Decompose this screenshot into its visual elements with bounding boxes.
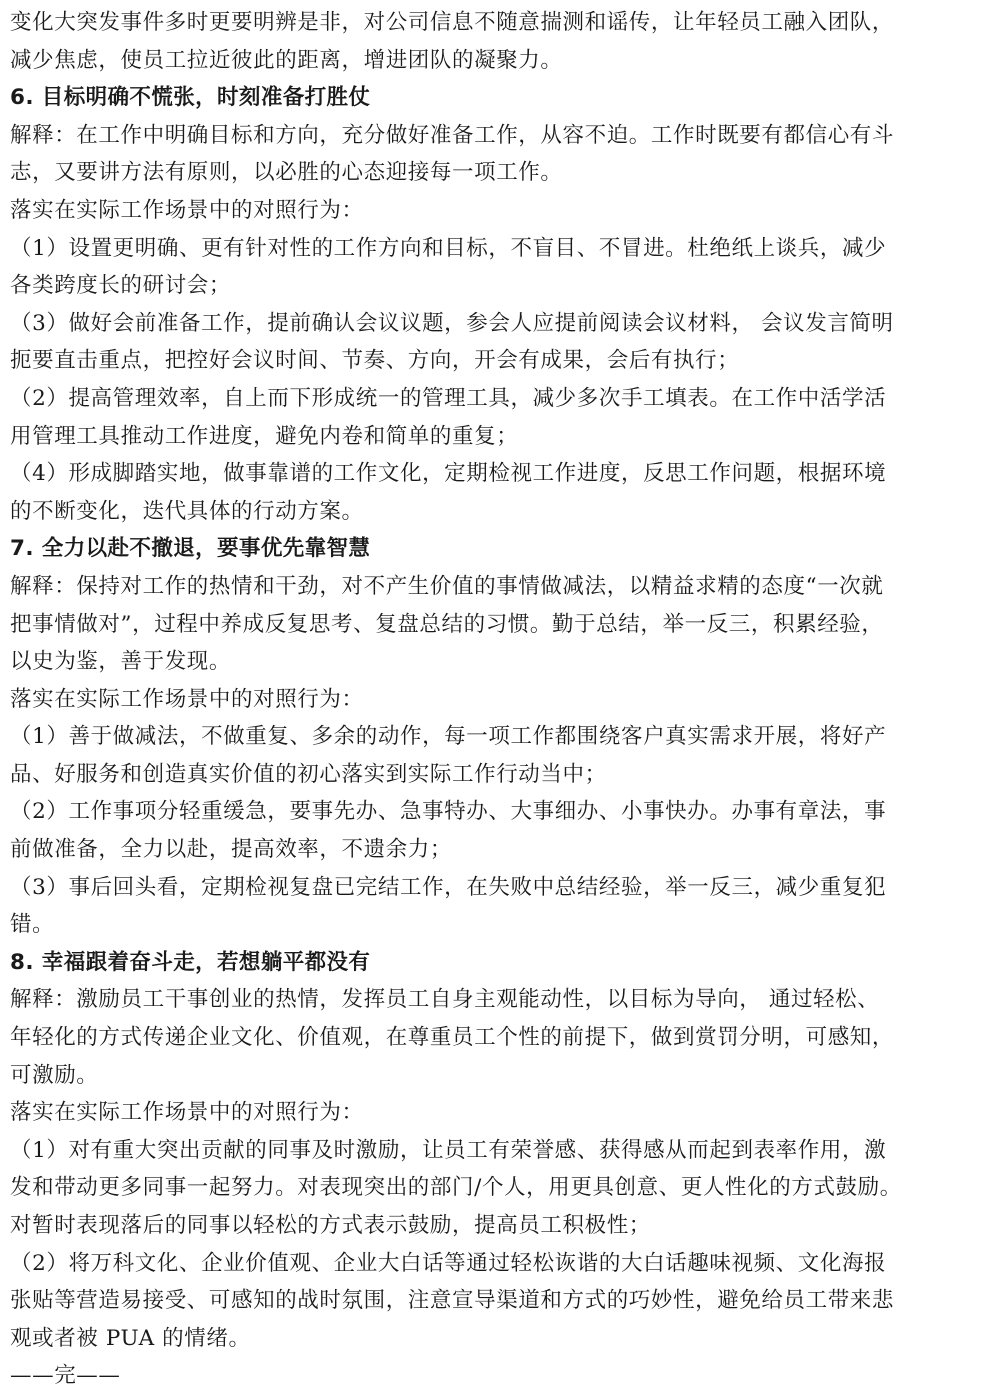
section-heading: 6. 目标明确不慌张，时刻准备打胜仗	[10, 85, 371, 111]
text-line: （2）工作事项分轻重缓急，要事先办、急事特办、大事细办、小事快办。办事有章法，事	[10, 799, 887, 825]
text-line: 解释：保持对工作的热情和干劲，对不产生价值的事情做减法，以精益求精的态度“一次就	[10, 573, 884, 599]
section-7	[10, 530, 992, 944]
text-line: 发和带动更多同事一起努力。对表现突出的部门/个人，用更具创意、更人性化的方式鼓励。	[10, 1175, 902, 1201]
text-line: 落实在实际工作场景中的对照行为：	[10, 686, 364, 712]
text-line: 以史为鉴，善于发现。	[10, 649, 232, 675]
text-line: （2）将万科文化、企业价值观、企业大白话等通过轻松诙谐的大白话趣味视频、文化海报	[10, 1250, 887, 1276]
text-line: 解释：激励员工干事创业的热情，发挥员工自身主观能动性，以目标为导向， 通过轻松、	[10, 987, 880, 1013]
text-line: 可激励。	[10, 1062, 99, 1088]
section-heading: 8. 幸福跟着奋斗走，若想躺平都没有	[10, 949, 371, 975]
text-line: 张贴等营造易接受、可感知的战时氛围，注意宣导渠道和方式的巧妙性，避免给员工带来悲	[10, 1288, 895, 1314]
text-line: 落实在实际工作场景中的对照行为：	[10, 197, 364, 223]
document-body	[10, 4, 992, 1395]
text-line: 品、好服务和创造真实价值的初心落实到实际工作行动当中；	[10, 761, 607, 787]
text-line: （4）形成脚踏实地，做事靠谱的工作文化，定期检视工作进度，反思工作问题，根据环境	[10, 461, 887, 487]
text-line: 落实在实际工作场景中的对照行为：	[10, 1100, 364, 1126]
text-line: 各类跨度长的研讨会；	[10, 273, 232, 299]
text-line: 用管理工具推动工作进度，避免内卷和简单的重复；	[10, 423, 519, 449]
text-line: 错。	[10, 912, 55, 938]
text-line: （3）做好会前准备工作，提前确认会议议题，参会人应提前阅读会议材料， 会议发言简明	[10, 310, 894, 336]
section-8	[10, 944, 992, 1358]
text-line: 的不断变化，迭代具体的行动方案。	[10, 498, 364, 524]
text-line: 志，又要讲方法有原则，以必胜的心态迎接每一项工作。	[10, 160, 563, 186]
text-line: （1）对有重大突出贡献的同事及时激励，让员工有荣誉感、获得感从而起到表率作用，激	[10, 1137, 887, 1163]
text-line: 对暂时表现落后的同事以轻松的方式表示鼓励，提高员工积极性；	[10, 1213, 651, 1238]
text-line: （2）提高管理效率，自上而下形成统一的管理工具，减少多次手工填表。在工作中活学活	[10, 385, 887, 411]
text-line: 减少焦虑，使员工拉近彼此的距离，增进团队的凝聚力。	[10, 47, 563, 73]
end-mark: ——完——	[10, 1363, 121, 1389]
text-line: （3）事后回头看，定期检视复盘已完结工作，在失败中总结经验，举一反三，减少重复犯	[10, 874, 887, 900]
text-line: 前做准备，全力以赴，提高效率，不遗余力；	[10, 837, 453, 863]
section-6	[10, 79, 992, 530]
text-line: 观或者被 PUA 的情绪。	[10, 1325, 251, 1351]
text-line: 把事情做对”，过程中养成反复思考、复盘总结的习惯。勤于总结，举一反三，积累经验，	[10, 611, 884, 637]
text-line: 解释：在工作中明确目标和方向，充分做好准备工作，从容不迫。工作时既要有都信心有斗	[10, 122, 895, 148]
section-heading: 7. 全力以赴不撤退，要事优先靠智慧	[10, 536, 371, 562]
text-line: （1）设置更明确、更有针对性的工作方向和目标，不盲目、不冒进。杜绝纸上谈兵，减少	[10, 235, 887, 261]
text-line: （1）善于做减法，不做重复、多余的动作，每一项工作都围绕客户真实需求开展，将好产	[10, 724, 887, 750]
text-line: 年轻化的方式传递企业文化、价值观，在尊重员工个性的前提下，做到赏罚分明，可感知，	[10, 1025, 895, 1051]
text-line: 变化大突发事件多时更要明辨是非，对公司信息不随意揣测和谣传，让年轻员工融入团队，	[10, 10, 895, 35]
text-line: 扼要直击重点，把控好会议时间、节奏、方向，开会有成果，会后有执行；	[10, 348, 740, 374]
section-intro-tail	[10, 4, 992, 79]
